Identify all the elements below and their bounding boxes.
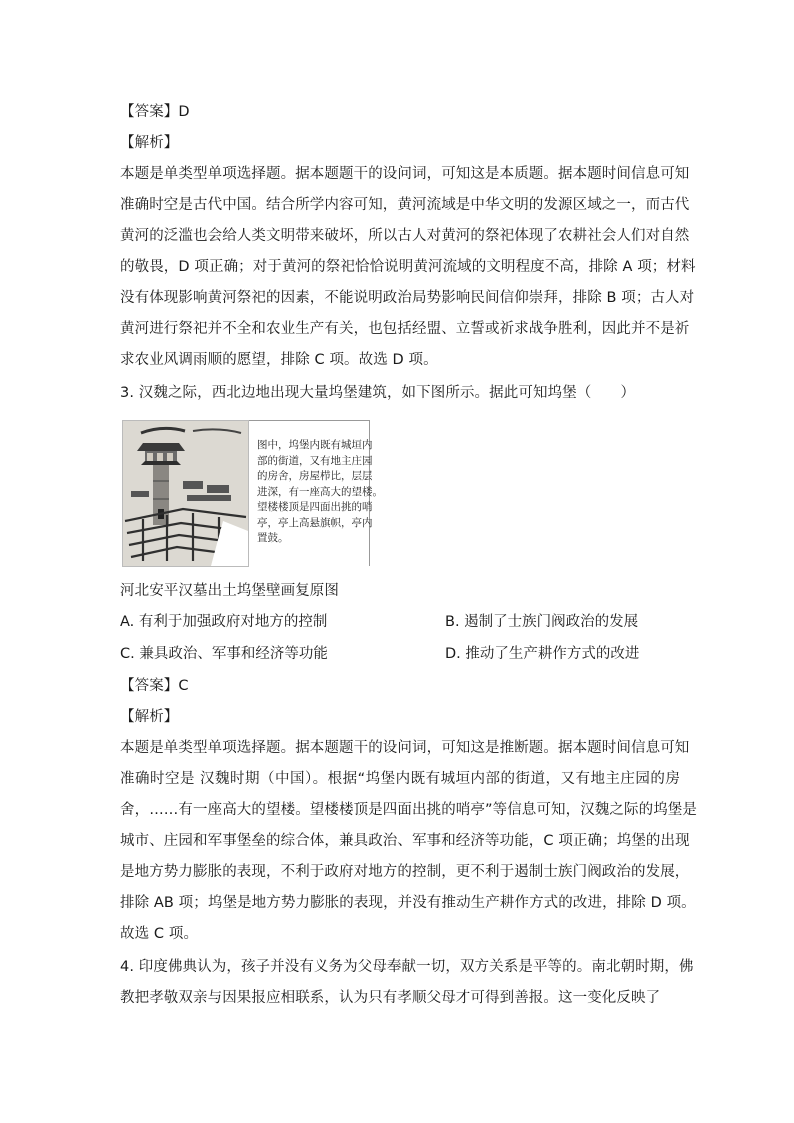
q3-answer: 【答案】C xyxy=(120,678,189,694)
q2-analysis-line: 没有体现影响黄河祭祀的因素，不能说明政治局势影响民间信仰崇拜，排除 B 项；古人对 xyxy=(120,290,695,306)
q2-analysis-line: 黄河的泛滥也会给人类文明带来破坏，所以古人对黄河的祭祀体现了农耕社会人们对自然 xyxy=(120,228,690,244)
q2-answer: 【答案】D xyxy=(120,104,190,120)
q2-analysis-line: 本题是单类型单项选择题。据本题题干的设问词，可知这是本质题。据本题时间信息可知 xyxy=(120,166,690,182)
q2-analysis-line: 求农业风调雨顺的愿望，排除 C 项。故选 D 项。 xyxy=(120,352,438,368)
q3-analysis-line: 是地方势力膨胀的表现，不利于政府对地方的控制，更不利于遏制士族门阀政治的发展， xyxy=(120,864,690,880)
q3-stem: 3. 汉魏之际，西北边地出现大量坞堡建筑，如下图所示。据此可知坞堡（ ） xyxy=(120,385,636,401)
q3-figure-caption: 图中，坞堡内既有城垣内 部的街道，又有地主庄园 的房舍，房屋栉比，层层 进深，有一座高大的望楼。 望楼楼顶是四面出挑的哨 亭，亭上高悬旗帜，亭内 置鼓。 xyxy=(257,439,383,544)
q3-figure-title: 河北安平汉墓出土坞堡壁画复原图 xyxy=(120,583,339,599)
q3-analysis-line: 准确时空是 汉魏时期（中国）。根据“坞堡内既有城垣内部的街道，又有地主庄园的房 xyxy=(120,771,680,787)
q2-analysis-title: 【解析】 xyxy=(120,135,179,151)
wubao-mural-image xyxy=(122,420,249,567)
q3-analysis-line: 故选 C 项。 xyxy=(120,926,199,942)
q2-analysis-line: 的敬畏，D 项正确；对于黄河的祭祀恰恰说明黄河流域的文明程度不高，排除 A 项；材料 xyxy=(120,259,696,275)
q4-stem-line: 教把孝敬双亲与因果报应相联系，认为只有孝顺父母才可得到善报。这一变化反映了 xyxy=(120,990,661,1006)
q2-analysis-line: 准确时空是古代中国。结合所学内容可知，黄河流域是中华文明的发源区域之一，而古代 xyxy=(120,197,690,213)
q3-option-c: C. 兼具政治、军事和经济等功能 xyxy=(120,646,328,662)
q2-analysis-line: 黄河进行祭祀并不全和农业生产有关，也包括经盟、立誓或祈求战争胜利，因此并不是祈 xyxy=(120,321,690,337)
q3-option-d: D. 推动了生产耕作方式的改进 xyxy=(445,646,640,662)
q3-analysis-line: 舍，……有一座高大的望楼。望楼楼顶是四面出挑的哨亭”等信息可知，汉魏之际的坞堡是 xyxy=(120,802,698,818)
q3-analysis-line: 排除 AB 项；坞堡是地方势力膨胀的表现，并没有推动生产耕作方式的改进，排除 D 项。 xyxy=(120,895,696,911)
q3-option-a: A. 有利于加强政府对地方的控制 xyxy=(120,614,328,630)
q3-analysis-title: 【解析】 xyxy=(120,709,179,725)
q3-option-b: B. 遏制了士族门阀政治的发展 xyxy=(445,614,639,630)
q3-figure xyxy=(122,420,397,565)
q4-stem-line: 4. 印度佛典认为，孩子并没有义务为父母奉献一切，双方关系是平等的。南北朝时期，佛 xyxy=(120,959,694,975)
q3-analysis-line: 本题是单类型单项选择题。据本题题干的设问词，可知这是推断题。据本题时间信息可知 xyxy=(120,740,690,756)
q3-analysis-line: 城市、庄园和军事堡垒的综合体，兼具政治、军事和经济等功能，C 项正确；坞堡的出现 xyxy=(120,833,690,849)
